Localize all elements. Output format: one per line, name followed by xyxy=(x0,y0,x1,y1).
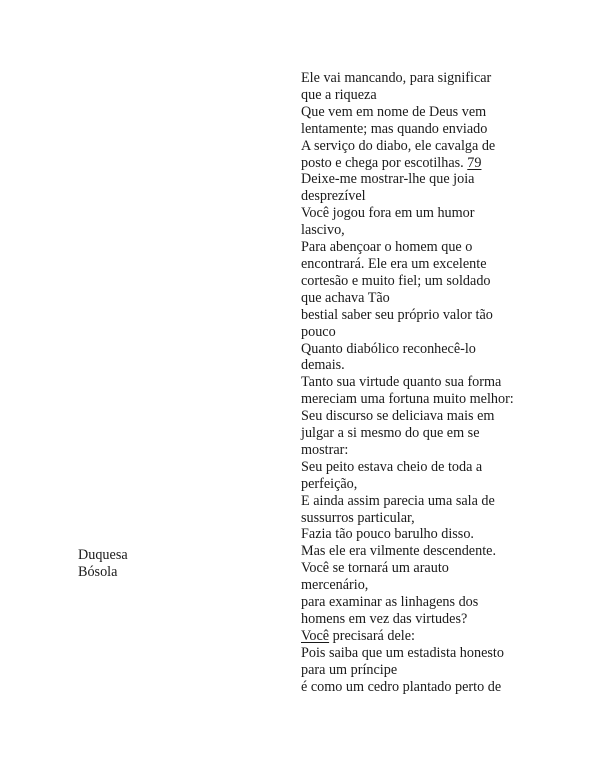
speaker-bosola: Bósola xyxy=(78,563,118,580)
verse-line: cortesão e muito fiel; um soldado xyxy=(301,272,491,289)
verse-line: Mas ele era vilmente descendente. xyxy=(301,543,496,560)
verse-line: sussurros particular, xyxy=(301,509,415,526)
verse-line: Fazia tão pouco barulho disso. xyxy=(301,526,474,543)
verse-line: julgar a si mesmo do que em se xyxy=(301,425,480,442)
verse-line: Deixe-me mostrar-lhe que joia xyxy=(301,171,475,188)
verse-line: Que vem em nome de Deus vem xyxy=(301,103,487,120)
verse-line: mereciam uma fortuna muito melhor: xyxy=(301,391,514,408)
verse-line: lascivo, xyxy=(301,222,345,239)
verse-line: homens em vez das virtudes? xyxy=(301,611,468,627)
verse-line: Você jogou fora em um humor xyxy=(301,205,475,222)
verse-line: Para abençoar o homem que o xyxy=(301,239,473,256)
verse-line: para examinar as linhagens dos xyxy=(301,594,479,611)
verse-line: Seu discurso se deliciava mais em xyxy=(301,408,495,425)
verse-line xyxy=(301,155,521,172)
verse-line: Tanto sua virtude quanto sua forma xyxy=(301,374,502,391)
verse-line: Seu peito estava cheio de toda a xyxy=(301,458,483,475)
verse-line: que a riqueza xyxy=(301,86,377,103)
verse-line: para um príncipe xyxy=(301,661,398,678)
verse-line: E ainda assim parecia uma sala de xyxy=(301,492,495,509)
verse-line: Pois saiba que um estadista honesto xyxy=(301,644,504,661)
verse-line xyxy=(301,628,521,645)
verse-line: bestial saber seu próprio valor tão xyxy=(301,306,493,323)
underlined-word: Você xyxy=(301,627,330,644)
verse-line: perfeição, xyxy=(301,475,358,492)
verse-line: mercenário, xyxy=(301,577,369,594)
verse-line: pouco xyxy=(301,323,336,340)
verse-line: lentamente; mas quando enviado xyxy=(301,120,488,137)
verse-line: é como um cedro plantado perto de xyxy=(301,678,502,695)
verse-line: mostrar: xyxy=(301,441,349,458)
verse-line: desprezível xyxy=(301,188,366,205)
verse-line: demais. xyxy=(301,357,345,374)
verse-line: A serviço do diabo, ele cavalga de xyxy=(301,137,496,154)
verse-line: encontrará. Ele era um excelente xyxy=(301,255,487,272)
verse-line-text: posto e chega por escotilhas. xyxy=(301,154,464,171)
verse-line: Ele vai mancando, para significar xyxy=(301,70,492,86)
verse-line: Você se tornará um arauto xyxy=(301,560,449,577)
footnote-link[interactable]: 79 xyxy=(467,154,482,171)
verse-line: que achava Tão xyxy=(301,289,390,306)
speaker-duquesa: Duquesa xyxy=(78,546,128,563)
verse-column xyxy=(301,70,521,696)
verse-line-text: precisará dele: xyxy=(329,627,415,644)
verse-line: Quanto diabólico reconhecê-lo xyxy=(301,340,476,357)
